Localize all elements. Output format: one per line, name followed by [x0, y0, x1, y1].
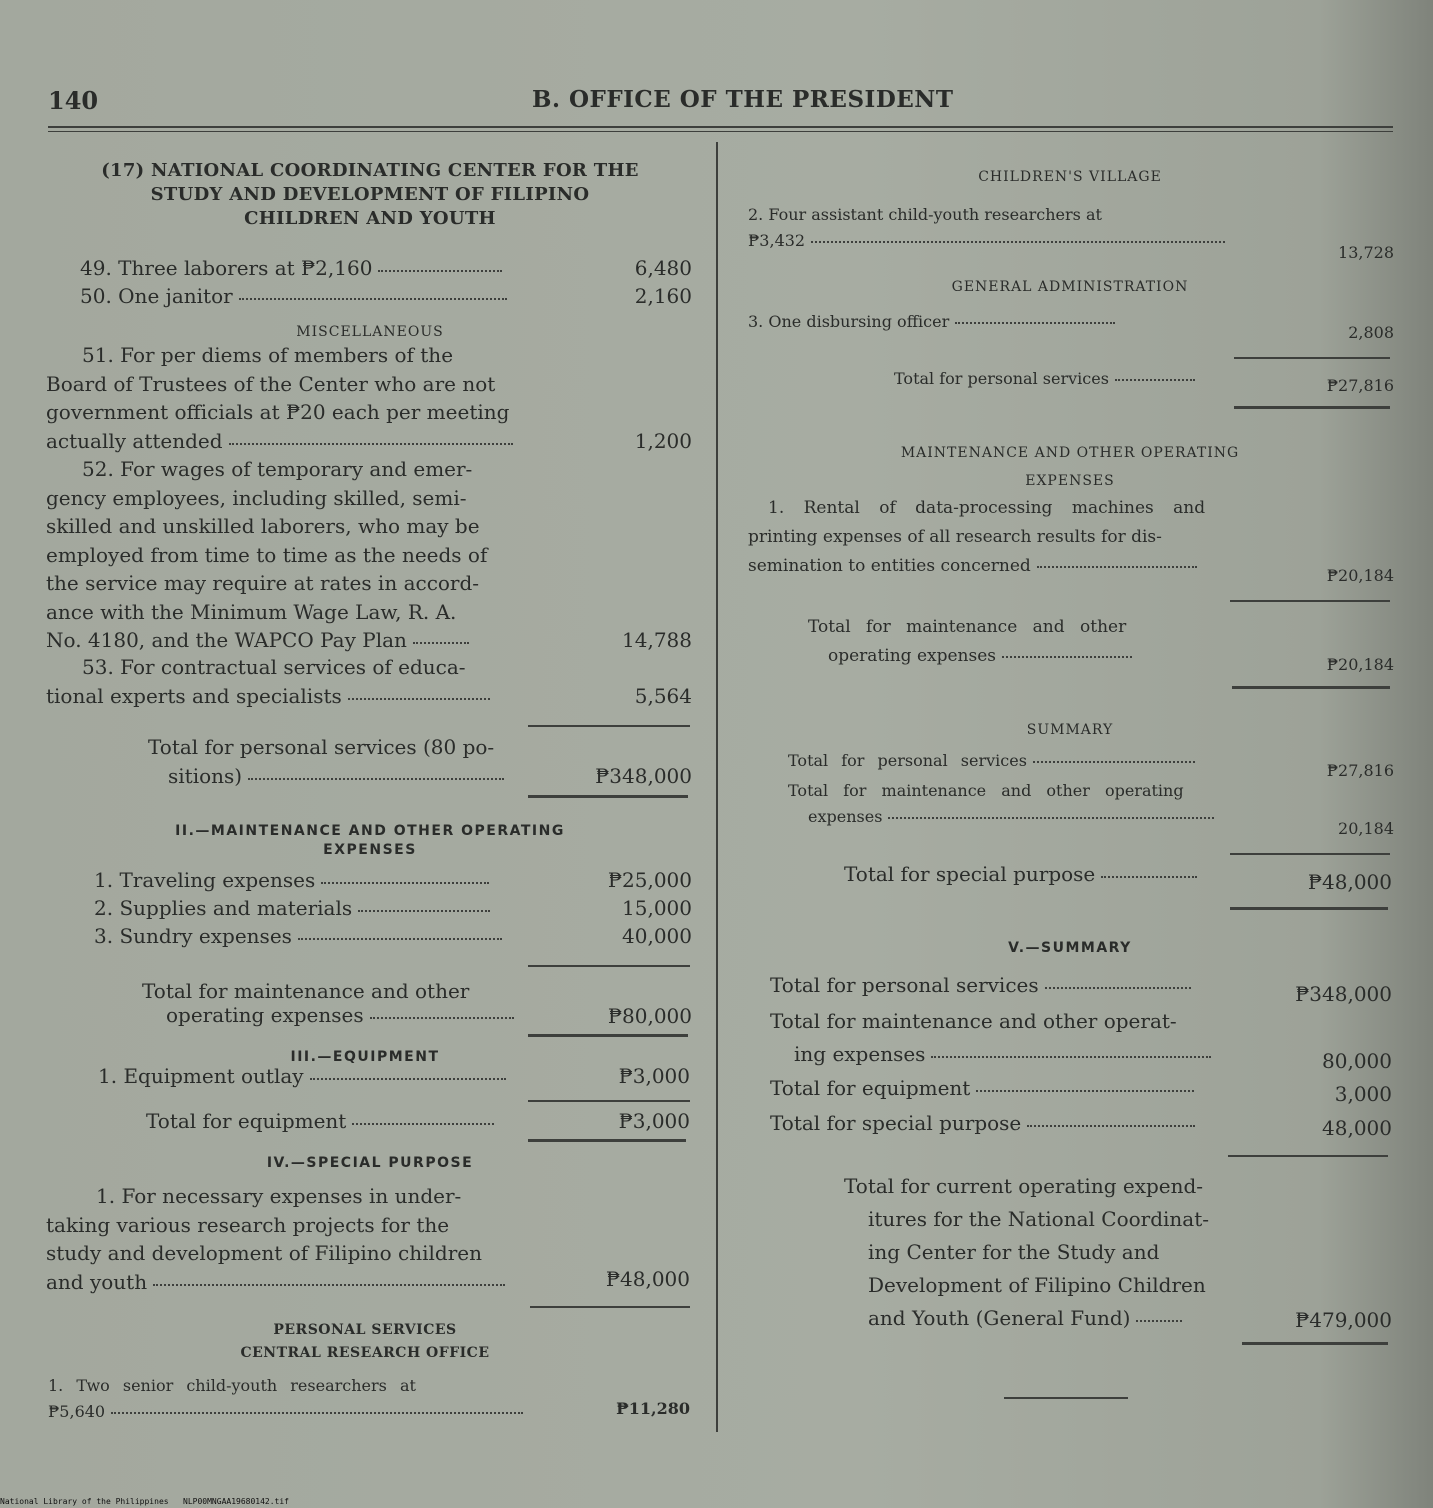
equipment-amount: ₱3,000	[618, 1064, 690, 1088]
summary-rule	[1230, 853, 1390, 855]
summary-personal-services: Total for personal services	[788, 748, 1195, 774]
personal-services-heading: PERSONAL SERVICES	[273, 1322, 457, 1338]
page-number: 140	[48, 86, 99, 115]
total-equipment: Total for equipment	[146, 1107, 494, 1136]
special-purpose-amount: ₱48,000	[605, 1267, 690, 1291]
scan-footer: National Library of the Philippines NLP00MNGAA19680142.tif	[0, 1497, 289, 1506]
right-mooe-amount: ₱20,184	[1326, 566, 1394, 585]
column-divider	[716, 142, 718, 1432]
total-double-rule	[528, 795, 688, 798]
right-total-personal-services-amount: ₱27,816	[1326, 376, 1394, 395]
grand-total-amount: ₱479,000	[1295, 1308, 1392, 1332]
v-summary-amount-1: ₱348,000	[1295, 982, 1392, 1006]
right-mooe-rule	[1230, 600, 1390, 602]
summary-heading: SUMMARY	[1026, 722, 1114, 738]
v-summary-item-1: Total for personal services	[770, 969, 1230, 1002]
mooe-amount-2: 15,000	[622, 896, 692, 920]
v-summary-amount-4: 48,000	[1322, 1116, 1392, 1140]
v-summary-heading: V.—SUMMARY	[1008, 940, 1132, 956]
line-item-52: 52. For wages of temporary and emer- gency employees, including skilled, semi- skilled and unskilled laborers, who may be employed from time to time as the needs of the service may require at rates in accord- ance with the Minimum Wage Law, R. A. No. 4180, and the WAPCO Pay Plan	[46, 457, 488, 652]
equipment-heading: III.—EQUIPMENT	[290, 1049, 440, 1065]
right-mooe-item: 1. Rental of data-processing machines and printing expenses of all research results for dis- semination to entities concerned	[748, 498, 1206, 576]
v-summary-amount-3: 3,000	[1334, 1082, 1392, 1106]
summary-personal-services-amount: ₱27,816	[1326, 761, 1394, 780]
amount-52: 14,788	[622, 628, 692, 652]
mooe-item-3: 3. Sundry expenses	[94, 922, 502, 951]
right-total-personal-services: Total for personal services	[894, 366, 1195, 392]
line-item-51: 51. For per diems of members of the Board of Trustees of the Center who are not government officials at ₱20 each per meeting actually attended	[46, 341, 532, 455]
amount-49: 6,480	[634, 256, 692, 280]
mooe-item-2: 2. Supplies and materials	[94, 894, 490, 923]
v-summary-rule	[1228, 1155, 1388, 1157]
total-special-purpose: Total for special purpose	[844, 860, 1197, 889]
amount-51: 1,200	[634, 429, 692, 453]
total-personal-services: Total for personal services (80 po- sitions)	[148, 733, 532, 790]
childrens-village-amount: 13,728	[1338, 243, 1394, 262]
right-ps-double-rule	[1234, 406, 1390, 409]
mooe-amount-1: ₱25,000	[607, 868, 692, 892]
mooe-amount-3: 40,000	[622, 924, 692, 948]
general-administration-item: 3. One disbursing officer	[748, 309, 1115, 335]
right-ps-rule	[1234, 357, 1390, 359]
end-rule	[1004, 1397, 1128, 1399]
right-total-mooe: Total for maintenance and other operating expenses	[808, 613, 1150, 671]
grand-total: Total for current operating expend- itures for the National Coordinat- ing Center for the Study and Development of Filipino Children and Youth (General Fund)	[844, 1174, 1210, 1330]
amount-50: 2,160	[634, 284, 692, 308]
equipment-rule	[528, 1100, 690, 1102]
general-administration-amount: 2,808	[1348, 323, 1394, 342]
v-summary-item-4: Total for special purpose	[770, 1107, 1195, 1140]
total-personal-services-amount: ₱348,000	[595, 764, 692, 788]
line-item-49: 49. Three laborers at ₱2,160	[80, 254, 502, 283]
header-rule	[48, 126, 1393, 128]
misc-heading: MISCELLANEOUS	[296, 324, 444, 340]
v-summary-amount-2: 80,000	[1322, 1049, 1392, 1073]
total-equipment-amount: ₱3,000	[618, 1109, 690, 1133]
mooe-double-rule	[528, 1034, 688, 1037]
special-purpose-heading: IV.—SPECIAL PURPOSE	[266, 1155, 474, 1171]
line-item-50: 50. One janitor	[80, 282, 507, 311]
summary-mooe: Total for maintenance and other operating expenses	[788, 778, 1234, 830]
right-mooe-heading: MAINTENANCE AND OTHER OPERATING EXPENSES	[900, 445, 1240, 489]
total-mooe: Total for maintenance and other operating expenses	[142, 979, 528, 1027]
mooe-subtotal-rule	[528, 965, 690, 967]
right-total-mooe-amount: ₱20,184	[1326, 655, 1394, 674]
childrens-village-item: 2. Four assistant child-youth researchers at ₱3,432	[748, 202, 1238, 254]
total-special-purpose-amount: ₱48,000	[1307, 870, 1392, 894]
header-rule-thin	[48, 131, 1393, 132]
v-summary-item-3: Total for equipment	[770, 1072, 1194, 1105]
special-double-rule	[1230, 907, 1388, 910]
total-mooe-amount: ₱80,000	[607, 1004, 692, 1028]
summary-mooe-amount: 20,184	[1338, 819, 1394, 838]
special-purpose-item: 1. For necessary expenses in under- taking various research projects for the study and development of Filipino children and youth	[46, 1182, 530, 1296]
mooe-heading: II.—MAINTENANCE AND OTHER OPERATING EXPENSES	[175, 823, 565, 858]
central-research-amount: ₱11,280	[616, 1399, 690, 1418]
line-item-53: 53. For contractual services of educa- tional experts and specialists	[46, 653, 532, 710]
childrens-village-heading: CHILDREN'S VILLAGE	[978, 169, 1162, 185]
special-purpose-rule	[530, 1306, 690, 1308]
mooe-item-1: 1. Traveling expenses	[94, 866, 489, 895]
v-summary-item-2: Total for maintenance and other operat- ing expenses	[770, 1005, 1230, 1071]
subtotal-rule	[528, 725, 690, 727]
section-title: (17) NATIONAL COORDINATING CENTER FOR THE STUDY AND DEVELOPMENT OF FILIPINO CHILDREN AND YOUTH	[101, 160, 639, 229]
equipment-double-rule	[528, 1139, 686, 1142]
grand-total-double-rule	[1242, 1342, 1388, 1345]
page-header-title: B. OFFICE OF THE PRESIDENT	[532, 86, 954, 113]
central-research-office-heading: CENTRAL RESEARCH OFFICE	[240, 1345, 490, 1361]
general-administration-heading: GENERAL ADMINISTRATION	[951, 279, 1189, 295]
right-mooe-double-rule	[1232, 686, 1390, 689]
central-research-item: 1. Two senior child-youth researchers at ₱5,640	[48, 1373, 532, 1425]
amount-53: 5,564	[634, 684, 692, 708]
equipment-item: 1. Equipment outlay	[98, 1062, 506, 1091]
